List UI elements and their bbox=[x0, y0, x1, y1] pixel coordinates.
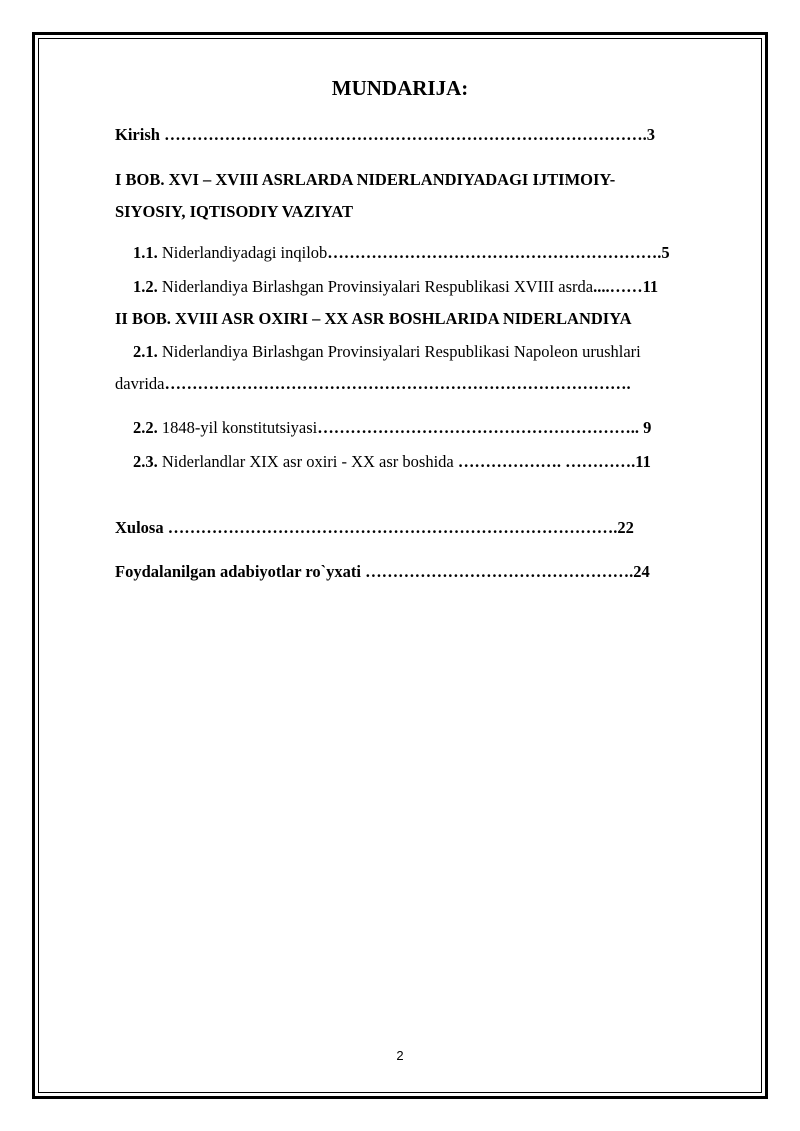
entry-page: 5 bbox=[661, 243, 670, 262]
entry-label: Xulosa bbox=[115, 518, 164, 537]
entry-dots: ………………………………………………….. bbox=[317, 418, 640, 437]
entry-dots: ....…… bbox=[593, 277, 643, 296]
entry-label: Kirish bbox=[115, 125, 160, 144]
entry-text-continued: davrida bbox=[115, 374, 165, 393]
entry-text: Niderlandiyadagi inqilob bbox=[157, 243, 328, 262]
entry-page: 3 bbox=[646, 125, 655, 144]
toc-entry-2-2 bbox=[133, 418, 735, 438]
chapter-2-heading: II BOB. XVIII ASR OXIRI – XX ASR BOSHLARIDA NIDERLANDIYA bbox=[115, 309, 632, 328]
toc-entry-bibliography bbox=[115, 562, 735, 582]
entry-dots: ………………………………………………………………………. bbox=[163, 518, 618, 537]
entry-dots: ……………………………………………………………………………. bbox=[159, 125, 647, 144]
toc-entry-2-1 bbox=[133, 342, 735, 362]
entry-text: 1848-yil konstitutsiyasi bbox=[157, 418, 318, 437]
entry-dots: …………………………………………………………………………. bbox=[164, 374, 631, 393]
entry-text: Niderlandlar XIX asr oxiri - XX asr boshida bbox=[157, 452, 454, 471]
entry-page: 22 bbox=[617, 518, 634, 537]
entry-number: 2.2. bbox=[133, 418, 158, 437]
toc-entry-1-1 bbox=[133, 243, 735, 263]
entry-dots: ……………………………………………………. bbox=[327, 243, 662, 262]
entry-number: 2.3. bbox=[133, 452, 158, 471]
entry-page: 11 bbox=[642, 277, 659, 296]
entry-page: 24 bbox=[633, 562, 650, 581]
entry-number: 1.1. bbox=[133, 243, 158, 262]
entry-page: 9 bbox=[639, 418, 652, 437]
entry-text: Niderlandiya Birlashgan Provinsiyalari Respublikasi Napoleon urushlari bbox=[157, 342, 641, 361]
toc-entry-1-2 bbox=[133, 277, 735, 297]
toc-entry-xulosa bbox=[115, 518, 735, 538]
entry-number: 1.2. bbox=[133, 277, 158, 296]
entry-label: Foydalanilgan adabiyotlar ro`yxati bbox=[115, 562, 362, 581]
page-number: 2 bbox=[396, 1048, 404, 1063]
toc-entry-kirish bbox=[115, 125, 735, 145]
chapter-1-heading-line2: SIYOSIY, IQTISODIY VAZIYAT bbox=[115, 202, 353, 221]
entry-page: 11 bbox=[635, 452, 651, 471]
toc-title: MUNDARIJA: bbox=[331, 76, 469, 100]
entry-dots: ………………. …………. bbox=[453, 452, 636, 471]
toc-entry-2-1-continuation bbox=[115, 374, 735, 394]
toc-entry-2-3 bbox=[133, 452, 735, 472]
chapter-1-heading-line1: I BOB. XVI – XVIII ASRLARDA NIDERLANDIYADAGI IJTIMOIY- bbox=[115, 170, 616, 189]
entry-dots: …………………………………………. bbox=[361, 562, 634, 581]
entry-text: Niderlandiya Birlashgan Provinsiyalari Respublikasi XVIII asrda bbox=[157, 277, 594, 296]
entry-number: 2.1. bbox=[133, 342, 158, 361]
